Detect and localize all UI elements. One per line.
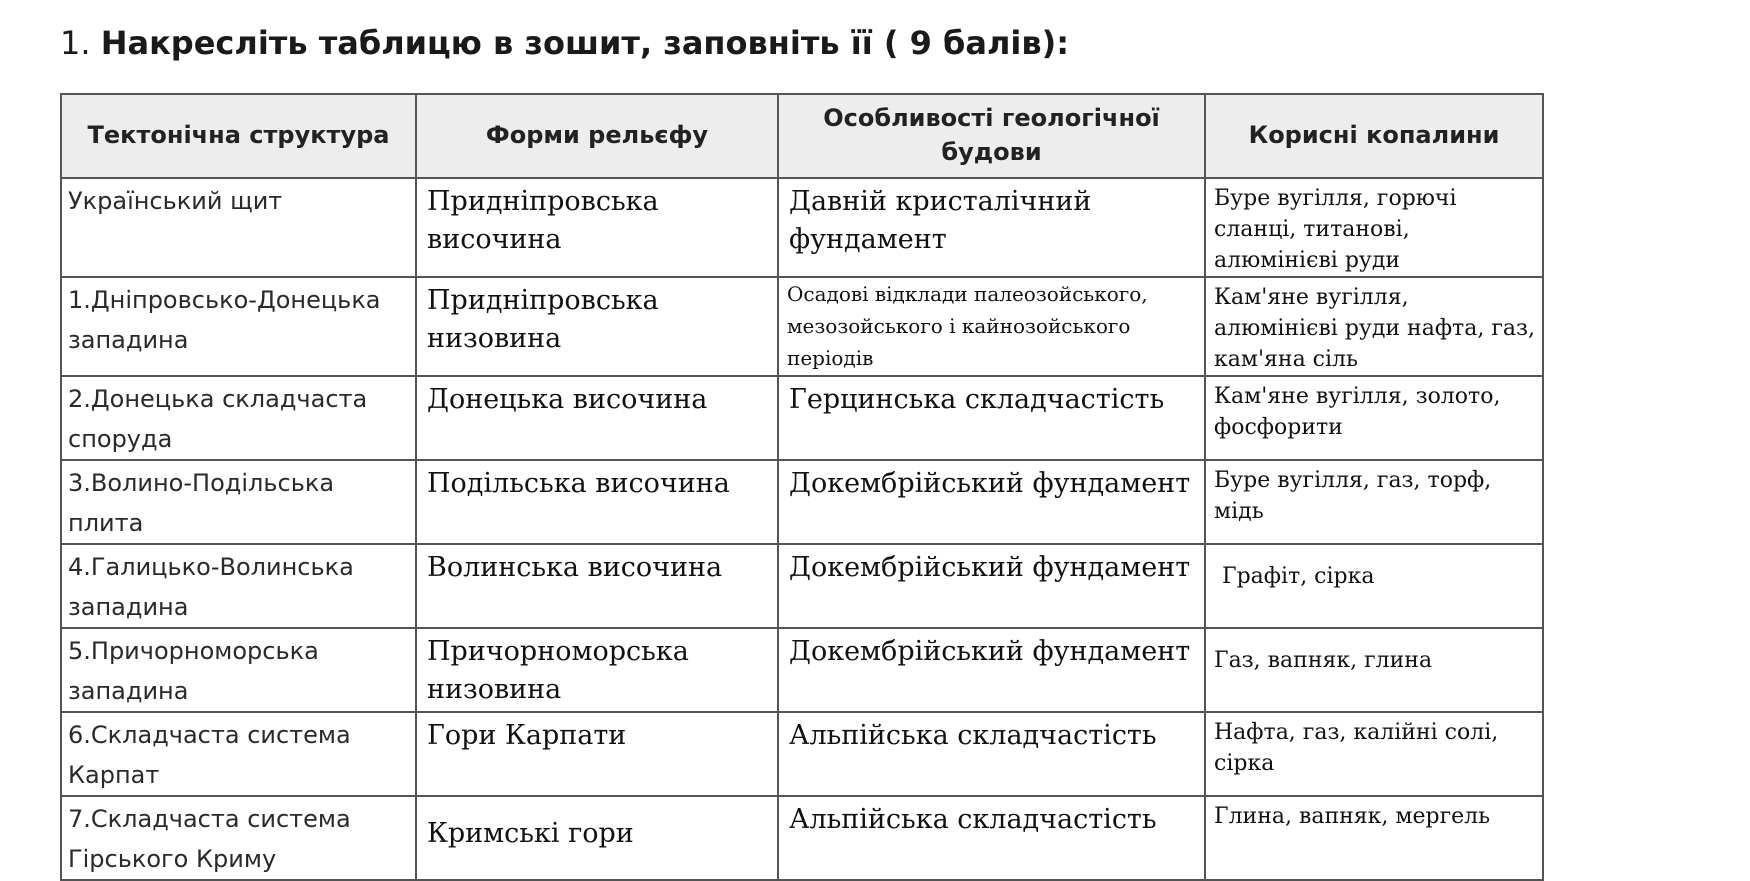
cell-structure [61, 460, 416, 544]
geology-text: Докембрійський фундамент [789, 636, 1191, 667]
cell-geology [778, 376, 1205, 460]
cell-structure [61, 544, 416, 628]
table-row [61, 544, 1543, 628]
structure-text: 6.Складчаста система Карпат [68, 721, 351, 789]
task-number: 1. [60, 24, 91, 62]
minerals-text: Буре вугілля, горючі сланці, титанові, алюмінієві руди [1214, 186, 1457, 273]
header-geology: Особливості геологічної будови [778, 94, 1205, 178]
relief-text: Донецька височина [427, 384, 708, 415]
minerals-text: Кам'яне вугілля, золото, фосфорити [1214, 384, 1501, 440]
table-header-row [61, 94, 1543, 178]
geology-text: Герцинська складчастість [789, 384, 1165, 415]
table-row [61, 796, 1543, 880]
geology-text: Докембрійський фундамент [789, 468, 1191, 499]
cell-relief [416, 544, 778, 628]
table-row [61, 277, 1543, 376]
geology-text: Осадові відклади палеозойського, мезозойського і кайнозойського періодів [787, 282, 1148, 370]
cell-relief [416, 178, 778, 277]
header-structure: Тектонічна структура [61, 94, 416, 178]
cell-relief [416, 376, 778, 460]
structure-text: 2.Донецька складчаста споруда [68, 385, 368, 453]
structure-text: 3.Волино-Подільська плита [68, 469, 335, 537]
table-row [61, 178, 1543, 277]
cell-minerals [1205, 178, 1543, 277]
table-row [61, 376, 1543, 460]
cell-geology [778, 628, 1205, 712]
header-minerals: Корисні копалини [1205, 94, 1543, 178]
cell-minerals [1205, 277, 1543, 376]
table-row [61, 628, 1543, 712]
relief-text: Подільська височина [427, 468, 730, 499]
cell-structure [61, 178, 416, 277]
cell-structure [61, 796, 416, 880]
relief-text: Причорноморська низовина [427, 636, 689, 705]
structure-text: 4.Галицько-Волинська западина [68, 553, 354, 621]
minerals-text: Буре вугілля, газ, торф, мідь [1214, 468, 1492, 524]
cell-structure [61, 277, 416, 376]
cell-geology [778, 712, 1205, 796]
geology-text: Докембрійський фундамент [789, 552, 1191, 583]
geology-text: Давній кристалічний фундамент [789, 186, 1092, 255]
cell-geology [778, 460, 1205, 544]
cell-structure [61, 628, 416, 712]
minerals-text: Газ, вапняк, глина [1214, 648, 1433, 673]
structure-text: 5.Причорноморська западина [68, 637, 319, 705]
minerals-text: Нафта, газ, калійні солі, сірка [1214, 720, 1499, 776]
header-relief: Форми рельєфу [416, 94, 778, 178]
minerals-text: Глина, вапняк, мергель [1214, 804, 1491, 829]
cell-geology [778, 544, 1205, 628]
geology-text: Альпійська складчастість [789, 804, 1157, 835]
cell-minerals [1205, 460, 1543, 544]
cell-geology [778, 796, 1205, 880]
tectonic-table [60, 93, 1544, 881]
cell-minerals [1205, 628, 1543, 712]
task-text: Накресліть таблицю в зошит, заповніть її ( 9 балів): [100, 24, 1070, 62]
structure-text: Український щит [68, 187, 283, 215]
cell-relief [416, 277, 778, 376]
minerals-text: Кам'яне вугілля, алюмінієві руди нафта, газ, кам'яна сіль [1214, 285, 1535, 372]
table-row [61, 460, 1543, 544]
relief-text: Гори Карпати [427, 720, 627, 751]
cell-relief [416, 460, 778, 544]
cell-relief [416, 628, 778, 712]
cell-relief [416, 712, 778, 796]
cell-structure [61, 376, 416, 460]
table-row [61, 712, 1543, 796]
geology-text: Альпійська складчастість [789, 720, 1157, 751]
structure-text: 7.Складчаста система Гірського Криму [68, 805, 351, 873]
cell-minerals [1205, 544, 1543, 628]
cell-relief [416, 796, 778, 880]
structure-text: 1.Дніпровсько-Донецька западина [68, 286, 381, 354]
cell-minerals [1205, 376, 1543, 460]
relief-text: Волинська височина [427, 552, 723, 583]
cell-minerals [1205, 712, 1543, 796]
relief-text: Придніпровська височина [427, 186, 659, 255]
relief-text: Придніпровська низовина [427, 285, 659, 354]
relief-text: Кримські гори [427, 818, 634, 849]
cell-geology [778, 178, 1205, 277]
task-title [60, 24, 1069, 62]
cell-structure [61, 712, 416, 796]
minerals-text: Графіт, сірка [1222, 564, 1375, 589]
cell-minerals [1205, 796, 1543, 880]
cell-geology [778, 277, 1205, 376]
